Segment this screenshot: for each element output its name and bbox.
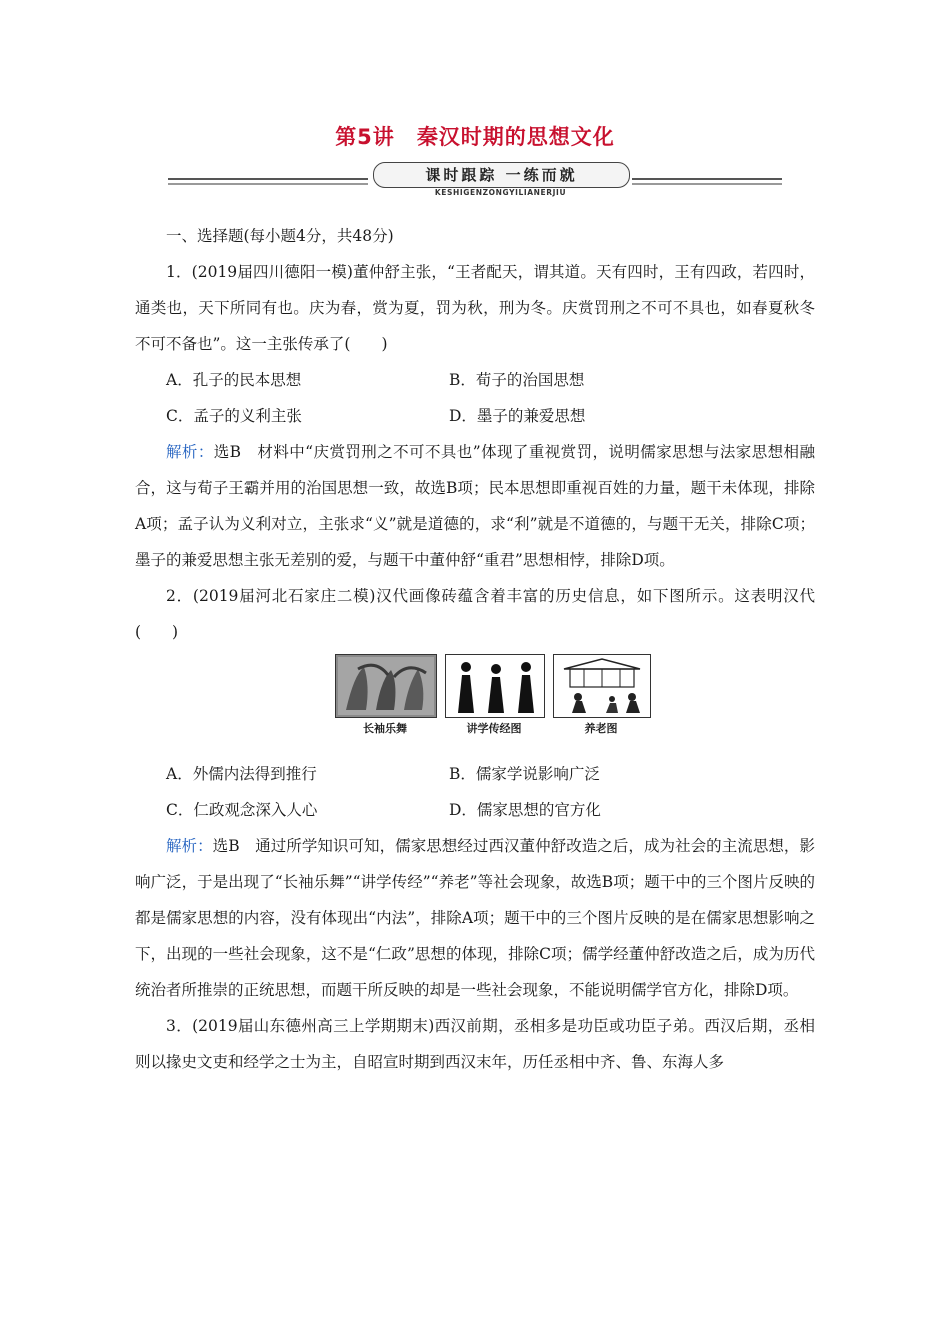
analysis-label: 解析： xyxy=(166,837,213,855)
analysis-text: 选B 材料中“庆赏罚刑之不可不具也”体现了重视赏罚，说明儒家思想与法家思想相融合，这与荀子王霸并用的治国思想一致，故选B项；民本思想即重视百姓的力量，题干未体现，排除A项；孟子认为义利对立，主张求“义”就是道德的，求“利”就是不道德的，与题干无关，排除C项；墨子的兼爱思想主张无差别的爱，与题干中董仲舒“重君”思想相悖，排除D项。 xyxy=(135,443,815,569)
question-1-options-row1 xyxy=(135,362,815,398)
document-body xyxy=(135,218,815,1080)
question-2-options-row2 xyxy=(135,792,815,828)
lecture-title: 秦汉时期的思想文化 xyxy=(416,125,615,149)
q1-option-a: A．孔子的民本思想 xyxy=(166,371,302,389)
elderly-care-image xyxy=(553,654,651,718)
question-2-options-row1 xyxy=(135,756,815,792)
figure-caption-1: 长袖乐舞 xyxy=(363,722,407,735)
q2-option-d: D．儒家思想的官方化 xyxy=(449,801,601,819)
section-heading: 一、选择题(每小题4分，共48分) xyxy=(166,227,394,245)
question-1-stem: 1．(2019届四川德阳一模)董仲舒主张，“王者配天，谓其道。天有四时，王有四政，若四时，通类也，天下所同有也。庆为春，赏为夏，罚为秋，刑为冬。庆赏罚刑之不可不具也，如春夏秋冬不可不备也”。这一主张传承了( ) xyxy=(135,263,815,353)
q1-option-b: B．荀子的治国思想 xyxy=(449,371,585,389)
figure-caption-3: 养老图 xyxy=(584,722,618,735)
analysis-label: 解析： xyxy=(166,443,214,461)
dance-image xyxy=(335,654,437,718)
question-2-analysis xyxy=(135,828,815,1008)
figure-caption-2: 讲学传经图 xyxy=(466,722,522,735)
q1-option-c: C．孟子的义利主张 xyxy=(166,407,302,425)
q2-option-c: C．仁政观念深入人心 xyxy=(166,801,318,819)
question-3-stem: 3．(2019届山东德州高三上学期期末)西汉前期，丞相多是功臣或功臣子弟。西汉后期，丞相则以掾史文吏和经学之士为主，自昭宣时期到西汉末年，历任丞相中齐、鲁、东海人多 xyxy=(135,1017,815,1071)
question-2-figure xyxy=(135,654,815,752)
section-banner xyxy=(168,160,782,198)
q2-option-b: B．儒家学说影响广泛 xyxy=(449,765,600,783)
analysis-text: 选B 通过所学知识可知，儒家思想经过西汉董仲舒改造之后，成为社会的主流思想，影响广泛，于是出现了“长袖乐舞”“讲学传经”“养老”等社会现象，故选B项；题干中的三个图片反映的都是儒家思想的内容，没有体现出“内法”，排除A项；题干中的三个图片反映的是在儒家思想影响之下，出现的一些社会现象，这不是“仁政”思想的体现，排除C项；儒学经董仲舒改造之后，成为历代统治者所推崇的正统思想，而题干所反映的却是一些社会现象，不能说明儒学官方化，排除D项。 xyxy=(135,837,815,999)
banner-label: 课时跟踪 一练而就 xyxy=(373,162,630,188)
question-1-analysis xyxy=(135,434,815,578)
question-2-stem: 2．(2019届河北石家庄二模)汉代画像砖蕴含着丰富的历史信息，如下图所示。这表明汉代( ) xyxy=(135,587,815,641)
page-title xyxy=(0,121,950,151)
q2-option-a: A．外儒内法得到推行 xyxy=(166,765,317,783)
question-1-options-row2 xyxy=(135,398,815,434)
lecture-number: 第5讲 xyxy=(335,125,395,149)
lecture-image xyxy=(445,654,545,718)
q1-option-d: D．墨子的兼爱思想 xyxy=(449,407,586,425)
banner-pinyin: KESHIGENZONGYILIANERJIU xyxy=(434,188,567,197)
